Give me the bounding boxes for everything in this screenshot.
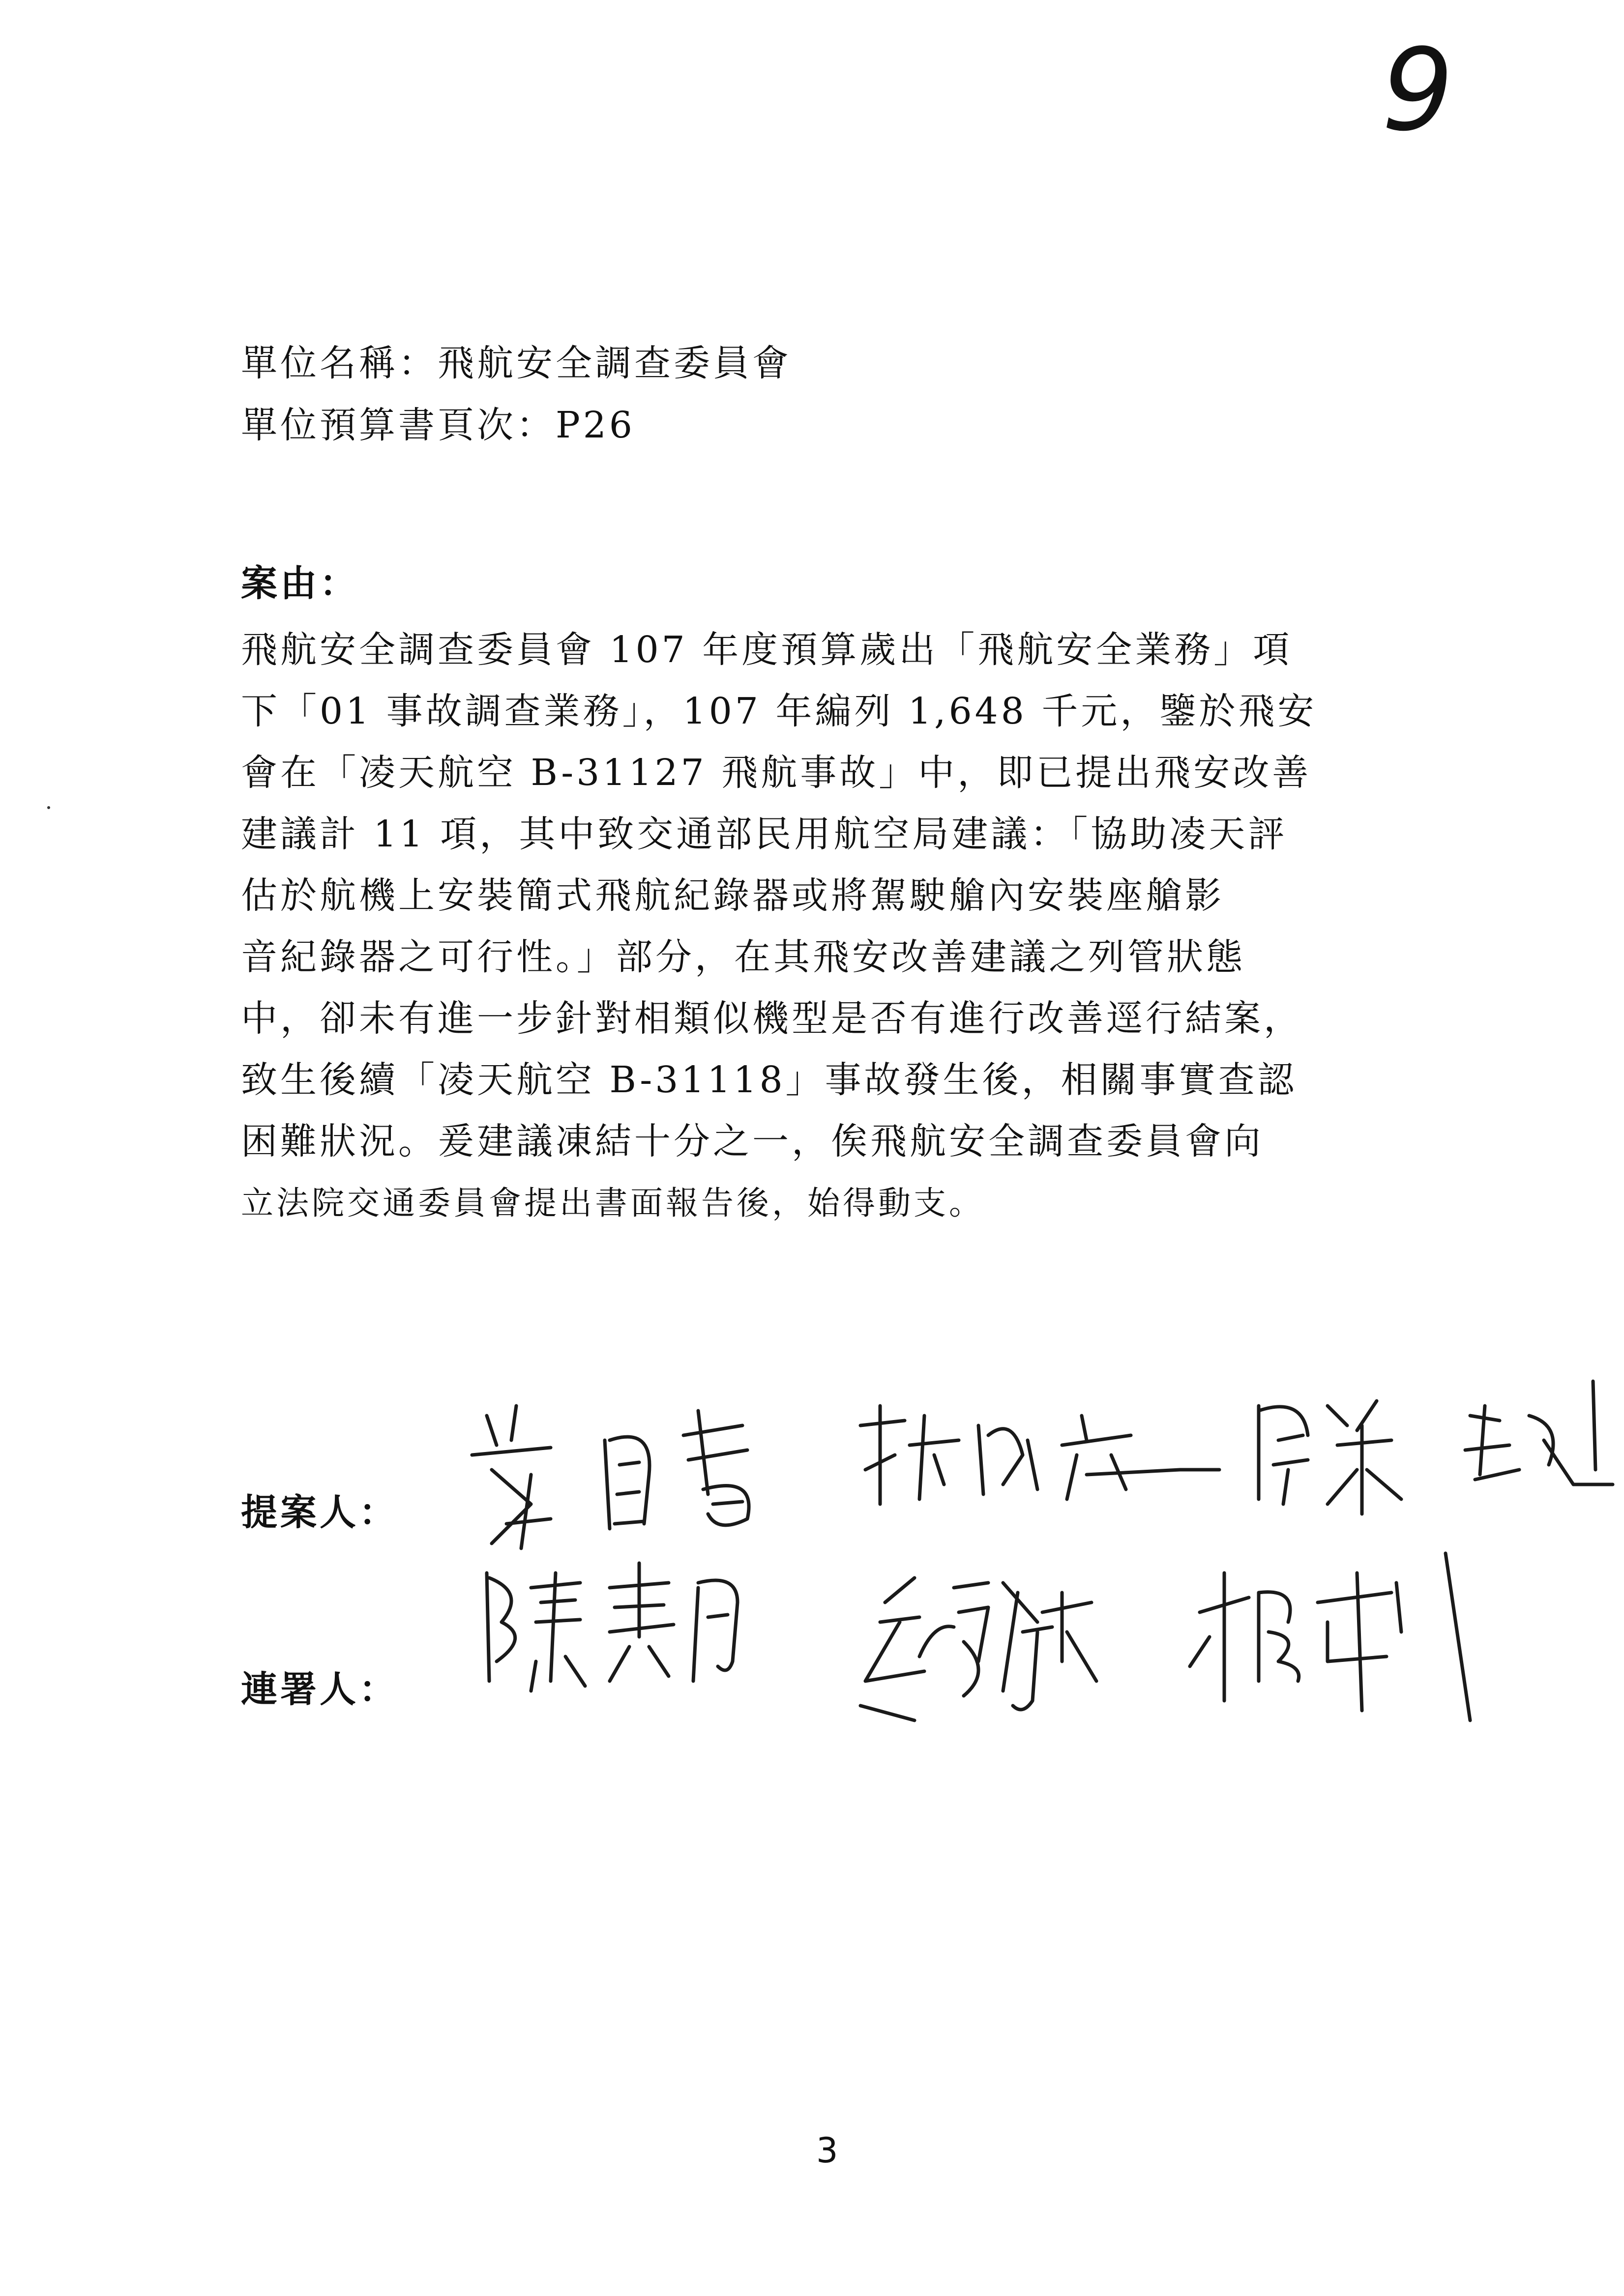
- cosigner-label: 連署人：: [241, 1668, 398, 1711]
- case-line: 建議計 11 項，其中致交通部民用航空局建議：「協助凌天評: [241, 813, 1288, 855]
- signature-proposer-3: [1259, 1401, 1401, 1514]
- unit-name: 單位名稱：飛航安全調查委員會: [241, 342, 792, 384]
- budget-page-ref: 單位預算書頁次：P26: [241, 404, 635, 446]
- case-line: 估於航機上安裝簡式飛航紀錄器或將駕駛艙內安裝座艙影: [241, 874, 1224, 917]
- case-line: 致生後續「凌天航空 B-31118」事故發生後，相關事實查認: [241, 1059, 1297, 1101]
- signature-proposer-4: [1465, 1381, 1613, 1484]
- proposer-label: 提案人：: [241, 1491, 398, 1534]
- case-line: 中，卻未有進一步針對相類似機型是否有進行改善逕行結案，: [241, 997, 1303, 1040]
- signature-cosigner-2: [860, 1578, 1096, 1720]
- signature-proposer-1: [472, 1406, 749, 1548]
- case-line: 立法院交通委員會提出書面報告後，始得動支。: [241, 1184, 984, 1222]
- page-number: 3: [816, 2130, 838, 2171]
- case-line: 會在「凌天航空 B-31127 飛航事故」中，即已提出飛安改善: [241, 752, 1312, 794]
- signature-cosigner-1: [487, 1563, 738, 1691]
- case-line: 飛航安全調查委員會 107 年度預算歲出「飛航安全業務」項: [241, 629, 1293, 671]
- case-heading: 案由：: [241, 562, 359, 605]
- case-line: 困難狀況。爰建議凍結十分之一，俟飛航安全調查委員會向: [241, 1120, 1264, 1163]
- signature-cosigner-3: [1190, 1553, 1470, 1720]
- handwritten-page-mark: 9: [1382, 25, 1454, 156]
- case-line: 音紀錄器之可行性。」部分，在其飛安改善建議之列管狀態: [241, 936, 1245, 978]
- case-line: 下「01 事故調查業務」，107 年編列 1,648 千元，鑒於飛安: [241, 690, 1317, 732]
- signature-proposer-2: [860, 1406, 1219, 1504]
